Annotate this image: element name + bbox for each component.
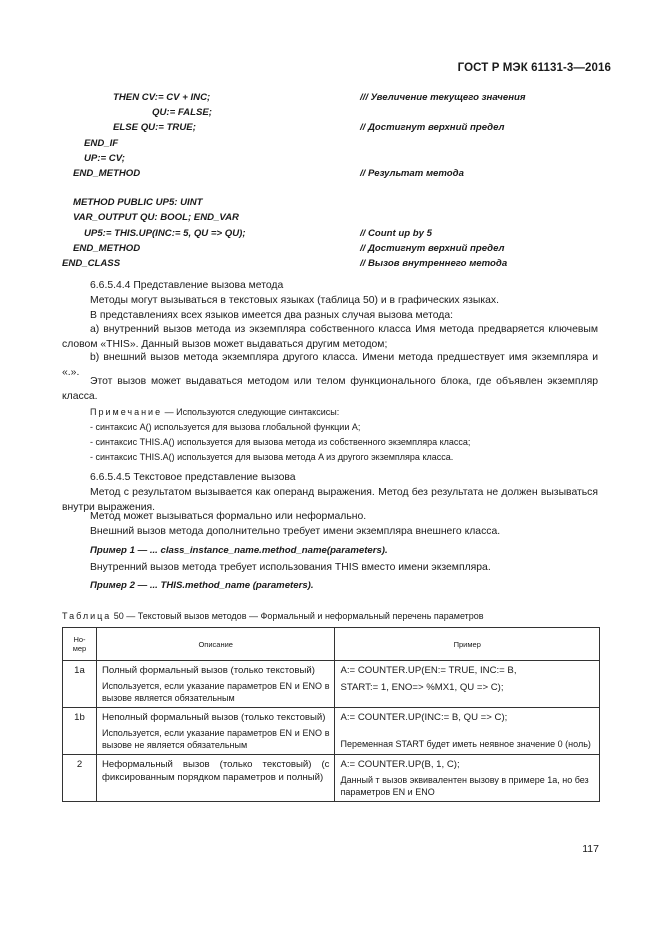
table-caption-text: 50 — Текстовый вызов методов — Формальный и неформальный перечень параметров [111, 611, 484, 621]
code-line: END_METHOD [73, 168, 141, 179]
table-row [63, 661, 600, 708]
paragraph: Этот вызов может выдаваться методом или телом функционального блока, где объявлен экземпляр класса. [62, 376, 598, 402]
note-item: - синтаксис THIS.A() используется для вызова метода из собственного экземпляра класса; [90, 437, 471, 447]
paragraph: Внутренний вызов метода требует использования THIS вместо имени экземпляра. [90, 562, 491, 573]
note-label: Примечание [90, 407, 163, 417]
note-item: - синтаксис A() используется для вызова глобальной функции A; [90, 422, 361, 432]
row-number: 1b [63, 708, 97, 755]
paragraph: В представлениях всех языков имеется два разных случая вызова метода: [90, 310, 454, 321]
example-note: Переменная START будет иметь неявное значение 0 (ноль) [340, 739, 591, 749]
example-1: Пример 1 — ... class_instance_name.method_name(parameters). [90, 545, 388, 556]
example-code: A:= COUNTER.UP(INC:= B, QU => C); [340, 712, 508, 723]
row-number: 1a [63, 661, 97, 708]
code-comment: // Достигнут верхний предел [360, 243, 505, 254]
methods-call-table [62, 627, 600, 802]
note-item: - синтаксис THIS.A() используется для вызова метода A из другого экземпляра класса. [90, 452, 454, 462]
code-line: UP5:= THIS.UP(INC:= 5, QU => QU); [84, 228, 246, 239]
header-description: Описание [96, 628, 335, 661]
paragraph: a) внутренний вызов метода из экземпляра собственного класса Имя метода предваряется ключевым словом «THIS». Данный вызов может выдаваться другим методом; [62, 324, 598, 350]
code-line: THEN CV:= CV + INC; [113, 92, 211, 103]
code-line: END_IF [84, 138, 119, 149]
paragraph: Методы могут вызываться в текстовых языках (таблица 50) и в графических языках. [90, 295, 499, 306]
code-line: ELSE QU:= TRUE; [113, 122, 196, 133]
paragraph: b) внешний вызов метода экземпляра другого класса. Имени метода предшествует имя экземпляра и «.». [62, 352, 598, 378]
row-description [96, 755, 335, 802]
code-comment: // Достигнут верхний предел [360, 122, 505, 133]
note-text: — Используются следующие синтаксисы: [162, 407, 340, 417]
section-heading: 6.6.5.4.4 Представление вызова метода [90, 280, 284, 291]
paragraph: Внешний вызов метода дополнительно требует имени экземпляра внешнего класса. [90, 526, 501, 537]
example-code: A:= COUNTER.UP(B, 1, C); [340, 759, 460, 770]
header-example: Пример [335, 628, 600, 661]
code-comment: // Результат метода [360, 168, 464, 179]
paragraph: Метод может вызываться формально или неформально. [90, 511, 367, 522]
row-number: 2 [63, 755, 97, 802]
code-line: METHOD PUBLIC UP5: UINT [73, 197, 203, 208]
row-example [335, 661, 600, 708]
paragraph: Метод с результатом вызывается как операнд выражения. Метод без результата не должен вызываться внутри выражения. [62, 487, 598, 513]
code-line: QU:= FALSE; [152, 107, 212, 118]
section-heading: 6.6.5.4.5 Текстовое представление вызова [90, 472, 296, 483]
description-main: Неформальный вызов (только текстовый) (с фиксированным порядком параметров и полный) [101, 759, 330, 783]
code-comment: // Вызов внутреннего метода [360, 258, 508, 269]
code-line: END_CLASS [62, 258, 121, 269]
row-description [96, 661, 335, 708]
description-note: Используется, если указание параметров EN и ENO в вызове не является обязательным [101, 728, 330, 750]
code-line: UP:= CV; [84, 153, 125, 164]
example-2: Пример 2 — ... THIS.method_name (parameters). [90, 580, 314, 591]
header-num: Но- мер [63, 628, 97, 661]
code-line: END_METHOD [73, 243, 141, 254]
note-intro [90, 407, 339, 417]
code-comment: // Count up by 5 [360, 228, 432, 239]
row-description [96, 708, 335, 755]
code-line: VAR_OUTPUT QU: BOOL; END_VAR [73, 212, 239, 223]
example-code: START:= 1, ENO=> %MX1, QU => C); [340, 682, 504, 693]
code-comment: /// Увеличение текущего значения [360, 92, 526, 103]
page-number: 117 [582, 843, 599, 855]
table-row [63, 708, 600, 755]
table-caption-label: Таблица [62, 611, 112, 621]
example-note: Данный т вызов эквивалентен вызову в примере 1a, но без параметров EN и ENO [340, 775, 589, 797]
table-row [63, 755, 600, 802]
document-header: ГОСТ Р МЭК 61131-3—2016 [457, 62, 611, 74]
table-header-row [63, 628, 600, 661]
table-caption [62, 611, 484, 621]
row-example [335, 755, 600, 802]
description-note: Используется, если указание параметров EN и ENO в вызове является обязательным [101, 681, 330, 703]
example-code: A:= COUNTER.UP(EN:= TRUE, INC:= B, [340, 665, 517, 676]
description-main: Неполный формальный вызов (только текстовый) [101, 712, 326, 723]
description-main: Полный формальный вызов (только текстовый) [101, 665, 315, 676]
row-example [335, 708, 600, 755]
